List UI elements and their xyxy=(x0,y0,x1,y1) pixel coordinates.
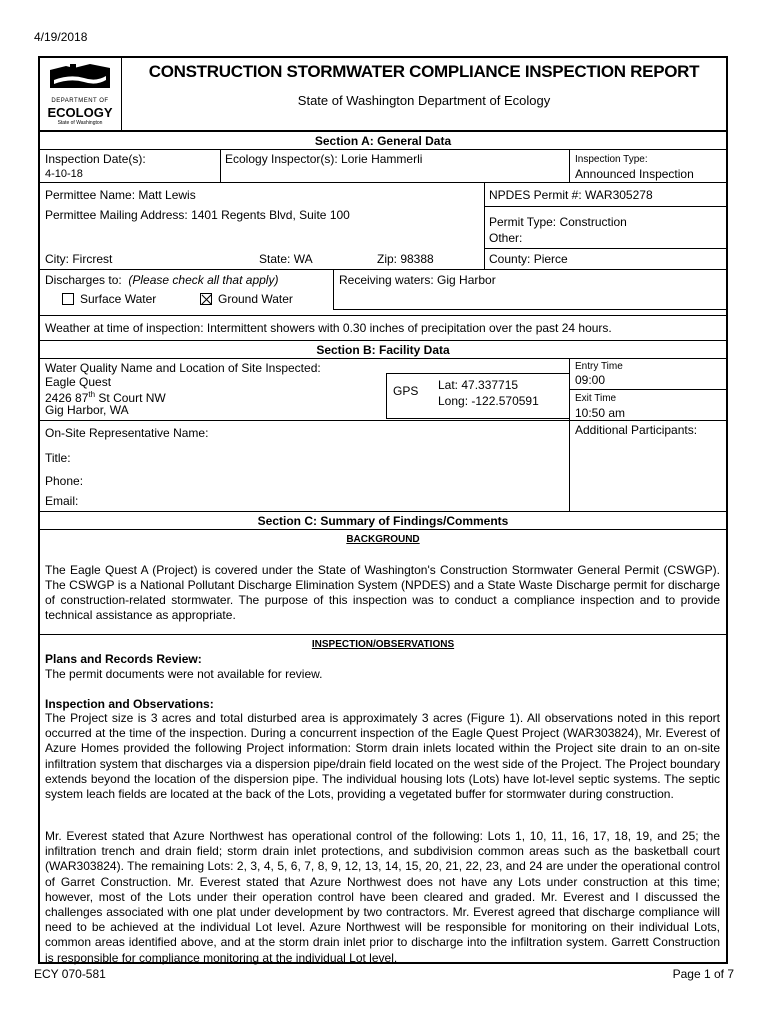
weather: Weather at time of inspection: Intermittent showers with 0.30 inches of precipitation over the past 24 hours. xyxy=(45,321,612,335)
ground-water-checkbox[interactable] xyxy=(200,293,212,305)
ecology-logo xyxy=(40,58,120,130)
discharges-note: (Please check all that apply) xyxy=(128,273,279,287)
surface-water-label: Surface Water xyxy=(80,292,157,306)
rep-phone: Phone: xyxy=(45,474,84,488)
site-city: Gig Harbor, WA xyxy=(45,403,129,417)
background-text: The Eagle Quest A (Project) is covered under the State of Washington's Construction Stormwater General Permit (CSWGP). The CSWGP is a National Pollutant Discharge Elimination System (NPDES) and a State Waste Discharge permit for discharge of construction-related stormwater. The purpose of this inspection was to conduct a compliance inspection and to provide technical assistance as appropriate. xyxy=(45,563,720,622)
section-c-heading: Section C: Summary of Findings/Comments xyxy=(257,514,509,528)
inspection-paragraph-1: The Project size is 3 acres and total disturbed area is approximately 3 acres (Figure 1). All observations noted in this report occurred at the time of the inspection. During a concurrent inspection of the Eagle Quest Project (WAR303824), Mr. Everest of Azure Homes provided the following Project information: Storm drain inlets located within the Project site drain to an on-site infiltration system that discharges via a dispersion pipe/drain field located on the west side of the Project. The Project boundary extends beyond the location of the dispersion pipe. The individual housing lots (Lots) have lot-level septic systems. The septic system leach fields are located at the back of the Lots, providing a vegetated buffer for stormwater during construction. xyxy=(45,711,720,802)
entry-time-label: Entry Time xyxy=(575,361,623,372)
page-number: Page 1 of 7 xyxy=(672,967,734,981)
permittee-mailing-address: Permittee Mailing Address: 1401 Regents Blvd, Suite 100 xyxy=(45,208,350,222)
discharges-to xyxy=(45,273,278,287)
section-b-heading: Section B: Facility Data xyxy=(316,343,450,357)
ecology-inspector: Ecology Inspector(s): Lorie Hammerli xyxy=(225,152,423,166)
ground-water-label: Ground Water xyxy=(218,292,293,306)
plans-text: The permit documents were not available for review. xyxy=(45,667,323,681)
npdes-permit: NPDES Permit #: WAR305278 xyxy=(489,188,653,202)
report-title: CONSTRUCTION STORMWATER COMPLIANCE INSPECTION REPORT xyxy=(148,62,700,81)
background-heading: BACKGROUND xyxy=(346,534,420,545)
print-date: 4/19/2018 xyxy=(34,30,88,44)
gps-long: Long: -122.570591 xyxy=(438,394,539,408)
report-subtitle: State of Washington Department of Ecology xyxy=(297,93,551,108)
logo-line2: ECOLOGY xyxy=(47,105,113,120)
ground-water-option[interactable] xyxy=(200,292,293,306)
site-address-street: St Court NW xyxy=(95,391,166,405)
discharges-label: Discharges to: xyxy=(45,273,122,287)
permit-type: Permit Type: Construction xyxy=(489,215,627,229)
site-name: Eagle Quest xyxy=(45,375,112,389)
site-address-number: 2426 87 xyxy=(45,391,89,405)
additional-participants: Additional Participants: xyxy=(575,423,698,437)
county: County: Pierce xyxy=(489,252,568,266)
inspection-type-label: Inspection Type: xyxy=(575,154,648,165)
permittee-name: Permittee Name: Matt Lewis xyxy=(45,188,196,202)
exit-time-value: 10:50 am xyxy=(575,406,626,420)
site-label: Water Quality Name and Location of Site Inspected: xyxy=(45,361,321,375)
exit-time-label: Exit Time xyxy=(575,393,617,404)
section-a-heading: Section A: General Data xyxy=(314,134,452,148)
state: State: WA xyxy=(259,252,313,266)
inspection-dates-value: 4-10-18 xyxy=(45,168,83,180)
gps-lat: Lat: 47.337715 xyxy=(438,378,519,392)
onsite-representative: On-Site Representative Name: xyxy=(45,426,209,440)
receiving-waters: Receiving waters: Gig Harbor xyxy=(339,273,496,287)
plans-heading: Plans and Records Review: xyxy=(45,652,202,666)
rep-title: Title: xyxy=(45,451,71,465)
logo-line3: State of Washington xyxy=(57,120,103,126)
city: City: Fircrest xyxy=(45,252,113,266)
surface-water-checkbox[interactable] xyxy=(62,293,74,305)
observations-heading: INSPECTION/OBSERVATIONS xyxy=(311,639,455,650)
site-address-sup: th xyxy=(88,390,96,399)
surface-water-option[interactable] xyxy=(62,292,156,306)
inspection-type-value: Announced Inspection xyxy=(575,167,694,181)
inspection-dates-label: Inspection Date(s): xyxy=(45,152,146,166)
inspection-paragraph-2: Mr. Everest stated that Azure Northwest has operational control of the following: Lots 1, 10, 11, 16, 17, 18, 19, and 25; the infiltration trench and drain field; storm drain inlet protections, and subdivision common areas such as the basketball court (WAR303824). The remaining Lots: 2, 3, 4, 5, 6, 7, 8, 9, 12, 13, 14, 15, 20, 21, 22, 23, and 24 are under the operational control of Garret Construction. Mr. Everest stated that Azure Northwest does not have any Lots under construction at this time; however, most of the Lots under their operation control have been cleared and graded. Mr. Everest and I discussed the challenges associated with one plat under development by two contractors. Mr. Everest agreed that discharge compliance will need to be achieved at the individual Lot level. Azure Northwest will be responsible for monitoring on their individual Lots, common areas identified above, and at the storm drain inlet prior to discharge into the infiltration system. Garrett Construction is responsible for compliance monitoring at the individual Lot level. xyxy=(45,829,720,965)
form-number: ECY 070-581 xyxy=(34,967,106,981)
entry-time-value: 09:00 xyxy=(575,373,606,387)
permit-other: Other: xyxy=(489,231,523,245)
logo-line1: DEPARTMENT OF xyxy=(51,98,109,104)
inspection-observations-heading: Inspection and Observations: xyxy=(45,697,214,711)
zip: Zip: 98388 xyxy=(377,252,434,266)
rep-email: Email: xyxy=(45,494,79,508)
gps-label: GPS xyxy=(393,384,419,398)
